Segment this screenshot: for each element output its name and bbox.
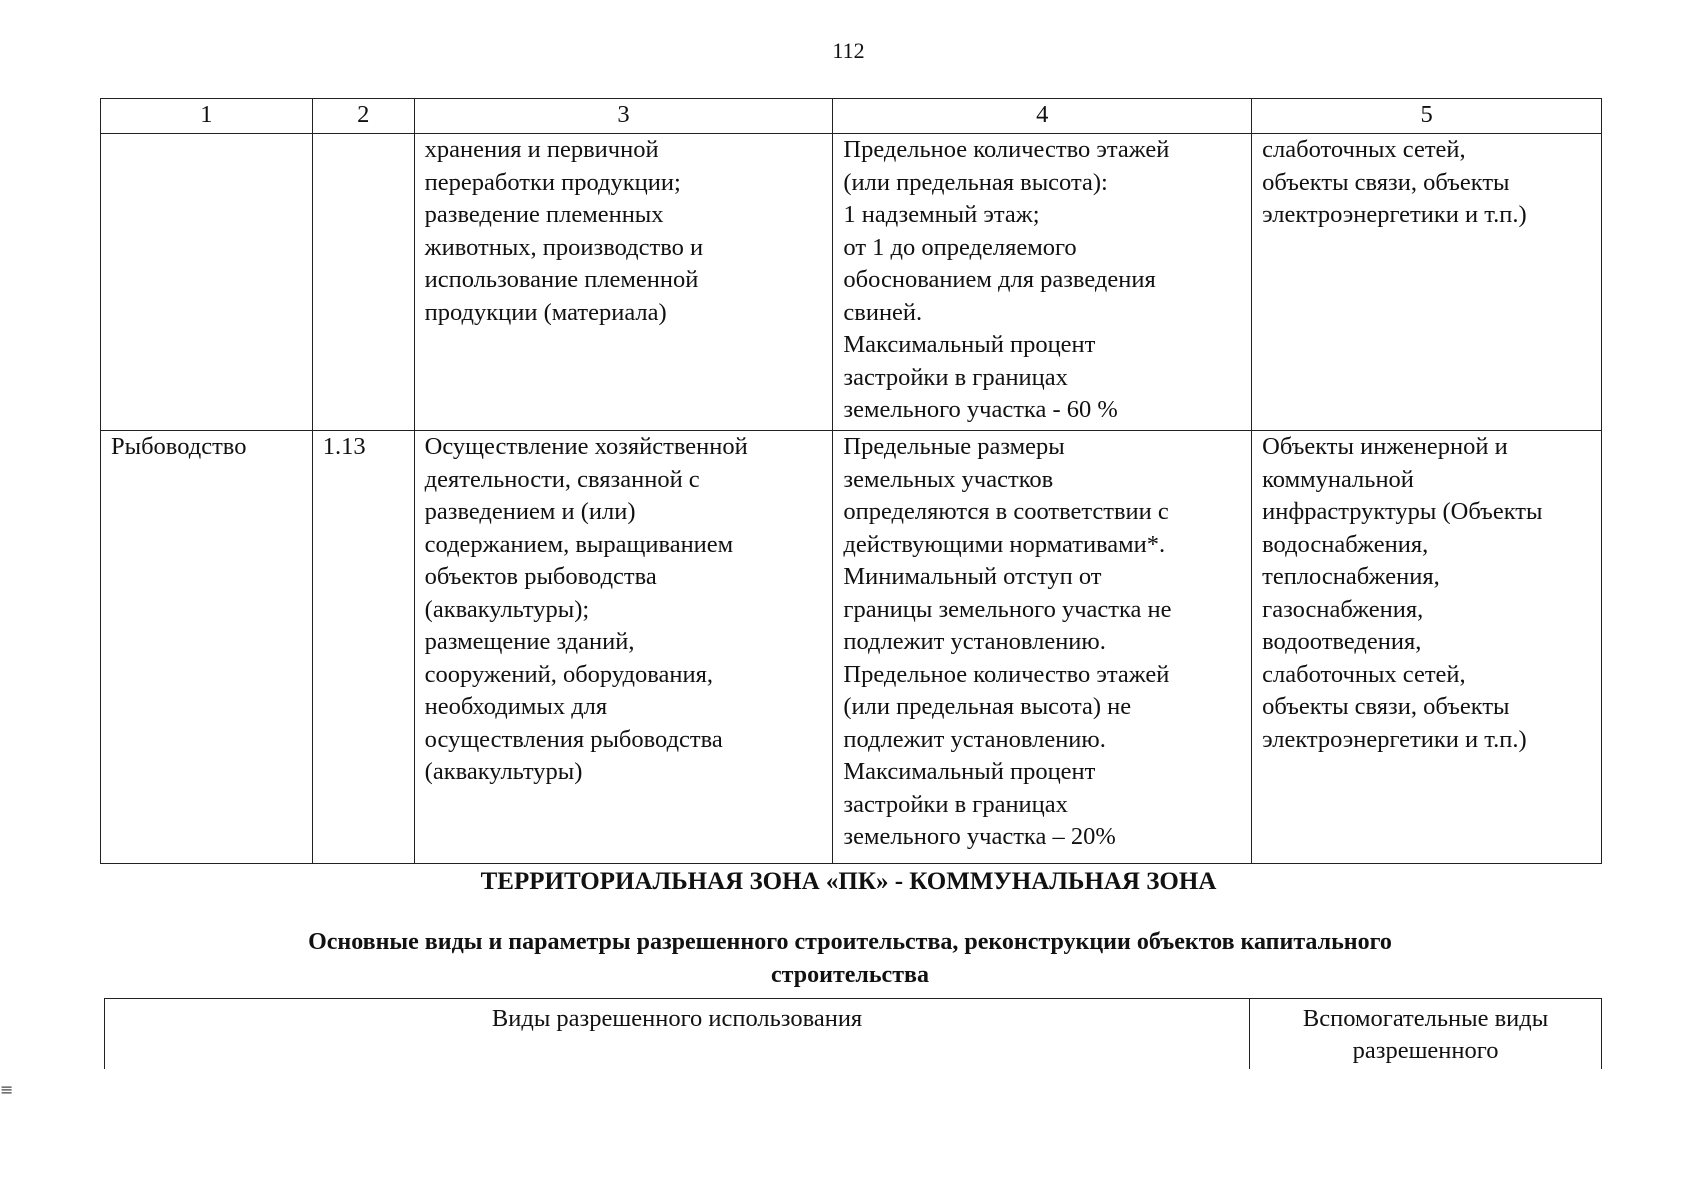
table-header-row	[105, 999, 1602, 1070]
text-line: деятельности, связанной с	[424, 465, 700, 493]
use-code-cell	[312, 134, 414, 431]
text-line: застройки в границах	[843, 790, 1068, 818]
header-cell-3: 3	[414, 99, 833, 134]
text-line: продукции (материала)	[424, 298, 667, 326]
header-cell-4: 4	[833, 99, 1252, 134]
permitted-use-table	[100, 98, 1602, 864]
use-description-cell	[414, 431, 833, 864]
table-header-row	[101, 99, 1602, 134]
text-line: теплоснабжения,	[1262, 563, 1440, 590]
text-line: Объекты инженерной и	[1262, 433, 1508, 460]
parameters-cell	[833, 134, 1252, 431]
text-line: земельных участков	[843, 465, 1054, 493]
text-line: определяются в соответствии с	[843, 498, 1169, 525]
basic-uses-table	[104, 998, 1602, 1069]
text-line: слаботочных сетей,	[1262, 660, 1466, 688]
text-line: Осуществление хозяйственной	[424, 433, 748, 460]
text-line: Предельные размеры	[843, 433, 1065, 460]
text-line: переработки продукции;	[424, 168, 681, 196]
text-line: (аквакультуры);	[424, 595, 590, 623]
text-line: размещение зданий,	[424, 628, 635, 655]
table-row	[101, 134, 1602, 431]
text-line: 1 надземный этаж;	[843, 201, 1040, 228]
header-cell-5: 5	[1252, 99, 1602, 134]
text-line: объекты связи, объекты	[1262, 693, 1510, 720]
margin-mark-icon: ≡	[0, 1080, 14, 1099]
text-line: необходимых для	[424, 693, 608, 720]
text-line: разведение племенных	[424, 201, 664, 228]
text-line: земельного участка – 20%	[843, 823, 1116, 850]
text-line: Максимальный процент	[843, 331, 1096, 358]
text-line: обоснованием для разведения	[843, 266, 1156, 293]
use-name-cell	[101, 134, 313, 431]
zone-subtitle	[180, 926, 1520, 992]
text-line: разведением и (или)	[424, 498, 636, 525]
text-line: застройки в границах	[843, 363, 1068, 391]
text-line: коммунальной	[1262, 465, 1414, 493]
use-description-cell	[414, 134, 833, 431]
text-line: Максимальный процент	[843, 758, 1096, 785]
page-number: 112	[832, 38, 865, 63]
text-line: (или предельная высота) не	[843, 693, 1132, 720]
auxiliary-use-cell	[1252, 134, 1602, 431]
text-line: осуществления рыбоводства	[424, 725, 723, 753]
permitted-uses-header: Виды разрешенного использования	[105, 999, 1250, 1070]
text-line: действующими нормативами*.	[843, 530, 1166, 558]
header-cell-2: 2	[312, 99, 414, 134]
text-line: границы земельного участка не	[843, 595, 1172, 623]
text-line: инфраструктуры (Объекты	[1262, 498, 1543, 525]
text-line: газоснабжения,	[1262, 595, 1424, 623]
text-line: сооружений, оборудования,	[424, 660, 713, 688]
text-line: слаботочных сетей,	[1262, 136, 1466, 163]
text-line: объекты связи, объекты	[1262, 168, 1510, 196]
auxiliary-uses-header	[1250, 999, 1602, 1070]
text-line: Предельное количество этажей	[843, 660, 1170, 688]
text-line: подлежит установлению.	[843, 725, 1106, 753]
text-line: водоснабжения,	[1262, 530, 1429, 558]
table-row	[101, 431, 1602, 864]
text-line: электроэнергетики и т.п.)	[1262, 201, 1527, 228]
text-line: содержанием, выращиванием	[424, 530, 734, 558]
text-line: (или предельная высота):	[843, 168, 1108, 196]
use-code-cell: 1.13	[312, 431, 414, 864]
text-line: хранения и первичной	[424, 136, 659, 163]
header-line: Вспомогательные виды	[1302, 1005, 1549, 1032]
zone-subtitle-line: строительства	[771, 962, 929, 988]
text-line: земельного участка - 60 %	[843, 396, 1118, 423]
text-line: объектов рыбоводства	[424, 563, 657, 590]
text-line: электроэнергетики и т.п.)	[1262, 725, 1527, 753]
text-line: (аквакультуры)	[424, 758, 583, 785]
text-line: животных, производство и	[424, 233, 704, 261]
text-line: Предельное количество этажей	[843, 136, 1170, 163]
parameters-cell	[833, 431, 1252, 864]
text-line: свиней.	[843, 298, 923, 326]
auxiliary-use-cell	[1252, 431, 1602, 864]
zone-title: ТЕРРИТОРИАЛЬНАЯ ЗОНА «ПК» - КОММУНАЛЬНАЯ ЗОНА	[480, 868, 1217, 895]
header-cell-1: 1	[101, 99, 313, 134]
use-name-cell: Рыбоводство	[101, 431, 313, 864]
text-line: от 1 до определяемого	[843, 233, 1077, 261]
text-line: водоотведения,	[1262, 628, 1422, 655]
zone-subtitle-line: Основные виды и параметры разрешенного строительства, реконструкции объектов капитального	[308, 929, 1392, 955]
text-line: Минимальный отступ от	[843, 563, 1102, 590]
header-line: разрешенного	[1352, 1037, 1499, 1064]
text-line: использование племенной	[424, 266, 699, 293]
text-line: подлежит установлению.	[843, 628, 1106, 655]
